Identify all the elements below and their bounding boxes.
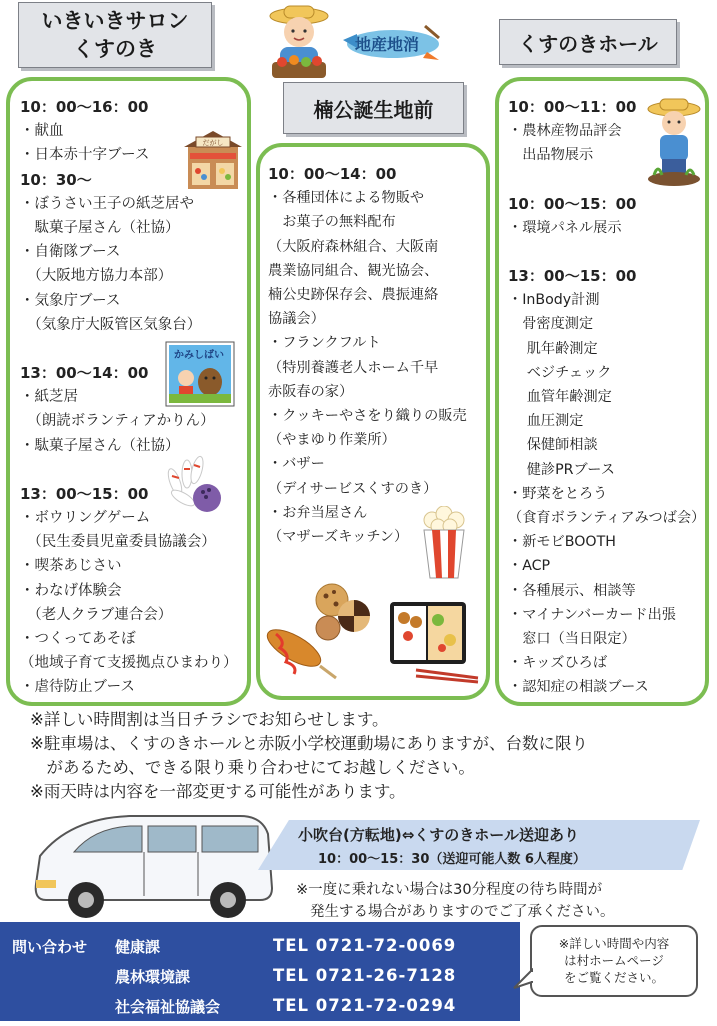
center-title-text: 楠公誕生地前 (313, 97, 434, 122)
event-item: 赤阪春の家） (268, 383, 354, 400)
note-4: ※雨天時は内容を一部変更する可能性があります。 (30, 782, 406, 801)
event-item: ・自衛隊ブース (20, 244, 121, 261)
bento-illustration (386, 596, 484, 686)
frankfurter-illustration (264, 626, 340, 680)
event-item: ・つくってあそぼ (20, 631, 136, 648)
event-item: ・キッズひろば (508, 655, 608, 672)
event-item: ・フランクフルト (268, 335, 381, 352)
event-item: ・ボウリングゲーム (20, 510, 151, 527)
event-item: （気象庁大阪管区気象台） (20, 316, 202, 333)
contact-tel: TEL 0721-26-7128 (273, 966, 457, 985)
event-item: ・喫茶あじさい (20, 558, 122, 575)
event-item: ・InBody計測 (508, 292, 600, 309)
website-bubble (530, 925, 698, 997)
event-item: 駄菓子屋さん（社協） (20, 220, 180, 237)
event-item: 骨密度測定 (508, 316, 594, 333)
contact-dept: 健康課 (115, 938, 161, 956)
contact-label: 問い合わせ (12, 938, 88, 956)
event-item: ・各種団体による物販や (268, 190, 425, 207)
contact-dept: 農林環境課 (115, 968, 191, 986)
shuttle-wait-line2: 発生する場合がありますのでご了承ください。 (310, 904, 615, 920)
contact-dept: 社会福祉協議会 (115, 998, 221, 1016)
event-item: （大阪地方協力本部） (20, 268, 173, 285)
event-item: （食育ボランティアみつば会） (508, 510, 706, 527)
event-item: 農業協同組合、観光協会、 (268, 262, 439, 279)
event-item: お菓子の無料配布 (268, 214, 396, 231)
shuttle-wait-line1: ※一度に乗れない場合は30分程度の待ち時間が (296, 882, 603, 898)
right-title-text: くすのきホール (518, 31, 658, 56)
dagashi-sign-text: だがし (202, 139, 224, 147)
event-item: ・各種展示、相談等 (508, 582, 636, 599)
event-item: ・お弁当屋さん (268, 504, 368, 521)
event-item: 血圧測定 (508, 413, 584, 430)
contact-row (0, 966, 520, 996)
spacer (508, 240, 705, 264)
event-item: （特別養護老人ホーム千早 (268, 359, 439, 376)
event-item: ・駄菓子屋さん（社協） (20, 437, 180, 454)
event-item: （デイサービスくすのき） (268, 480, 438, 497)
note-1: ※詳しい時間割は当日チラシでお知らせします。 (30, 710, 389, 729)
chisan-badge (335, 22, 441, 64)
event-item: ・献血 (20, 123, 64, 140)
event-item: ・わなげ体験会 (20, 582, 122, 599)
bowling-illustration (163, 452, 225, 516)
car-illustration (30, 808, 280, 924)
event-item: ・農林産物品評会 (508, 123, 622, 140)
event-item: 協議会） (268, 311, 325, 328)
event-item: ・野菜をとろう (508, 485, 608, 502)
bubble-tail (512, 968, 534, 992)
event-item: 楠公史跡保存会、農振連絡 (268, 287, 439, 304)
event-item: （民生委員児童委員協議会） (20, 534, 216, 551)
event-item: （朗読ボランティアかりん） (20, 413, 215, 430)
time-heading: 10：00～14：00 (268, 165, 397, 183)
farmer-illustration (266, 2, 332, 80)
event-item: ・環境パネル展示 (508, 219, 622, 236)
note-2: ※駐車場は、くすのきホールと赤阪小学校運動場にありますが、台数に限り (30, 734, 588, 753)
event-item: 窓口（当日限定） (508, 631, 636, 648)
event-item: 出品物展示 (508, 147, 594, 164)
event-item: ・新モビBOOTH (508, 534, 616, 551)
contact-row (0, 996, 520, 1026)
event-item: ・認知症の相談ブース (508, 679, 649, 696)
bubble-line3: をご覧ください。 (563, 970, 664, 985)
time-heading: 13：00～15：00 (20, 484, 149, 503)
event-item: （やまゆり作業所） (268, 432, 396, 449)
event-item: 肌年齢測定 (508, 340, 598, 357)
notes (30, 708, 588, 804)
event-item: ・虐待防止ブース (20, 679, 135, 696)
dagashi-shop-illustration (182, 127, 244, 191)
event-item: ・マイナンバーカード出張 (508, 606, 676, 623)
event-item: ・クッキーやさをり織りの販売 (268, 408, 467, 425)
event-item: （マザーズキッチン） (268, 529, 409, 546)
event-item: ベジチェック (508, 364, 612, 381)
contact-tel: TEL 0721-72-0069 (273, 936, 457, 955)
time-heading: 10：00～16：00 (20, 98, 149, 116)
shuttle-title: 小吹台(方転地)⇔くすのきホール送迎あり (298, 826, 579, 844)
event-item: （大阪府森林組合、大阪南 (268, 238, 439, 255)
popcorn-illustration (420, 506, 468, 580)
event-item: 健診PRブース (508, 461, 615, 478)
center-title (283, 82, 464, 134)
chisan-badge-text: 地産地消 (355, 35, 420, 54)
event-item: ・紙芝居 (20, 389, 78, 406)
time-heading: 13：00～14：00 (20, 364, 149, 383)
event-item: （地域子育て支援拠点ひまわり） (20, 655, 238, 672)
event-item: 血管年齢測定 (508, 389, 612, 406)
event-item: ・ACP (508, 558, 551, 575)
kamishibai-sign-text: かみしばい (174, 350, 224, 361)
contact-footer (0, 922, 520, 1021)
time-heading: 10：00～15：00 (508, 194, 637, 213)
left-title-line2: くすのき (73, 37, 157, 61)
bubble-line1: ※詳しい時間や内容 (558, 936, 670, 951)
kamishibai-illustration (162, 338, 238, 412)
event-item: ・ぼうさい王子の紙芝居や (20, 195, 194, 212)
right-title (499, 19, 677, 65)
shuttle-detail: 10：00～15：30（送迎可能人数 6人程度） (318, 852, 586, 867)
event-item: ・日本赤十字ブース (20, 147, 150, 164)
left-title (18, 2, 212, 68)
time-heading: 13：00～15：00 (508, 267, 637, 286)
event-item: ・気象庁ブース (20, 292, 121, 309)
left-title-line1: いきいきサロン (41, 9, 189, 33)
center-entries (268, 162, 467, 549)
farmer-illustration-right (644, 95, 704, 187)
event-item: 保健師相談 (508, 437, 598, 454)
contact-row (0, 936, 520, 966)
contact-tel: TEL 0721-72-0294 (273, 996, 457, 1015)
event-item: ・バザー (268, 456, 325, 473)
time-heading: 10：30～ (20, 170, 92, 189)
note-3: があるため、できる限り乗り合わせにてお越しください。 (30, 758, 475, 777)
time-heading: 10：00～11：00 (508, 98, 637, 116)
event-item: （老人クラブ連合会） (20, 606, 173, 623)
bubble-line2: は村ホームページ (564, 953, 664, 968)
